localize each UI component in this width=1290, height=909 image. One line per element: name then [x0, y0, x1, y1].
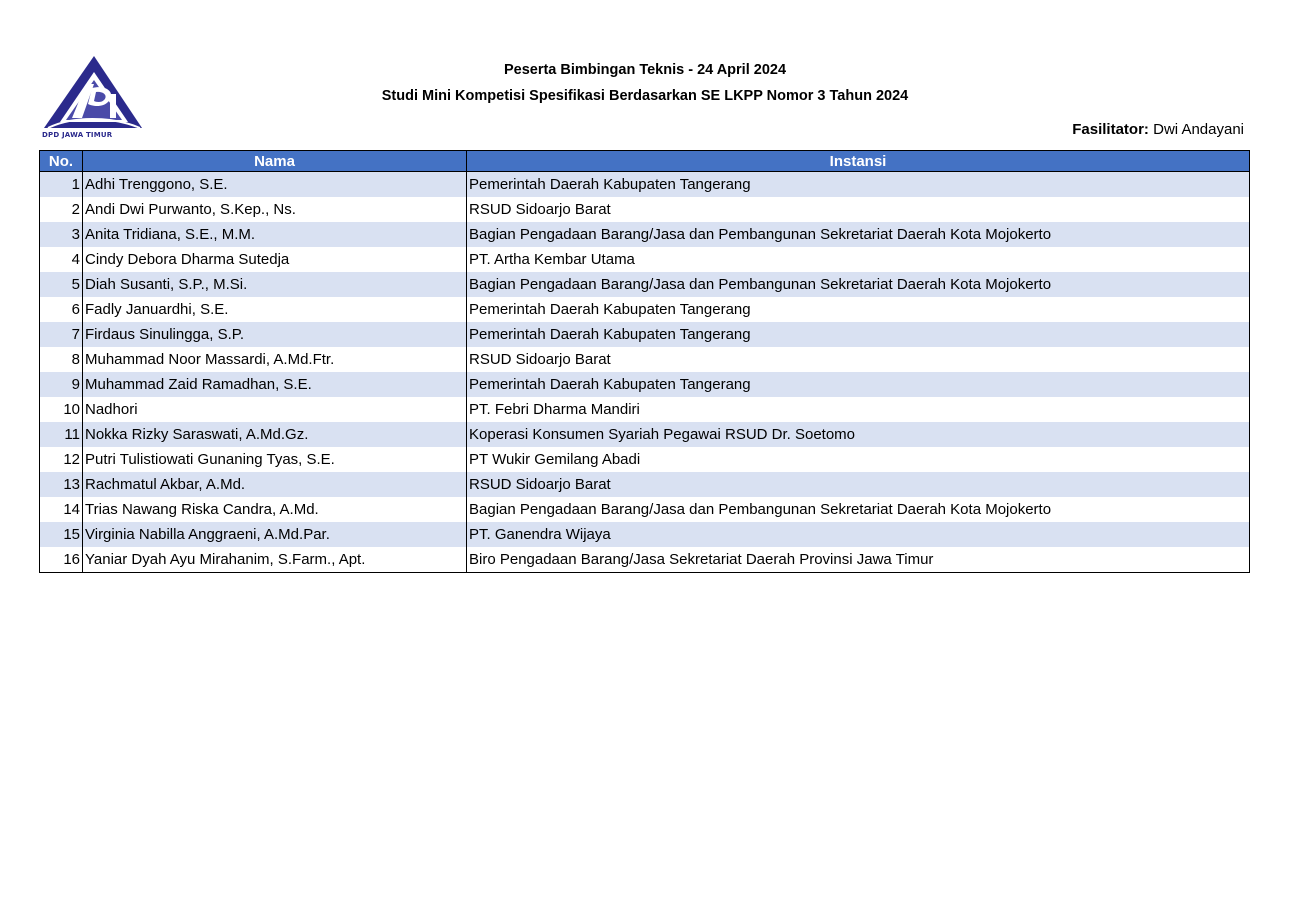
table-row [40, 172, 1250, 198]
table-row [40, 222, 1250, 247]
cell-instansi: Pemerintah Daerah Kabupaten Tangerang [467, 322, 1250, 347]
cell-no: 6 [40, 297, 83, 322]
cell-no: 8 [40, 347, 83, 372]
cell-no: 12 [40, 447, 83, 472]
cell-nama: Virginia Nabilla Anggraeni, A.Md.Par. [83, 522, 467, 547]
table-row [40, 247, 1250, 272]
cell-no: 5 [40, 272, 83, 297]
table-row [40, 472, 1250, 497]
cell-nama: Nokka Rizky Saraswati, A.Md.Gz. [83, 422, 467, 447]
cell-no: 16 [40, 547, 83, 573]
table-row [40, 522, 1250, 547]
cell-no: 7 [40, 322, 83, 347]
table-row [40, 447, 1250, 472]
cell-nama: Putri Tulistiowati Gunaning Tyas, S.E. [83, 447, 467, 472]
table-header-row [40, 151, 1250, 172]
cell-nama: Trias Nawang Riska Candra, A.Md. [83, 497, 467, 522]
cell-instansi: Bagian Pengadaan Barang/Jasa dan Pembangunan Sekretariat Daerah Kota Mojokerto [467, 222, 1250, 247]
cell-nama: Fadly Januardhi, S.E. [83, 297, 467, 322]
table-row [40, 197, 1250, 222]
cell-nama: Anita Tridiana, S.E., M.M. [83, 222, 467, 247]
column-header-nama: Nama [83, 151, 467, 172]
table-row [40, 372, 1250, 397]
logo-caption: DPD JAWA TIMUR [42, 131, 113, 139]
cell-nama: Adhi Trenggono, S.E. [83, 172, 467, 198]
cell-instansi: Bagian Pengadaan Barang/Jasa dan Pembangunan Sekretariat Daerah Kota Mojokerto [467, 497, 1250, 522]
cell-no: 2 [40, 197, 83, 222]
table-row [40, 497, 1250, 522]
table-row [40, 347, 1250, 372]
participants-table [39, 150, 1250, 573]
cell-instansi: Pemerintah Daerah Kabupaten Tangerang [467, 297, 1250, 322]
facilitator-name: Dwi Andayani [1153, 121, 1244, 138]
facilitator [1072, 121, 1244, 139]
cell-instansi: RSUD Sidoarjo Barat [467, 197, 1250, 222]
page-subtitle: Studi Mini Kompetisi Spesifikasi Berdasarkan SE LKPP Nomor 3 Tahun 2024 [381, 88, 909, 104]
cell-instansi: Pemerintah Daerah Kabupaten Tangerang [467, 172, 1250, 198]
cell-instansi: Pemerintah Daerah Kabupaten Tangerang [467, 372, 1250, 397]
cell-instansi: RSUD Sidoarjo Barat [467, 347, 1250, 372]
table-row [40, 397, 1250, 422]
cell-no: 3 [40, 222, 83, 247]
cell-no: 14 [40, 497, 83, 522]
cell-no: 4 [40, 247, 83, 272]
table-row [40, 547, 1250, 573]
cell-nama: Cindy Debora Dharma Sutedja [83, 247, 467, 272]
cell-nama: Muhammad Noor Massardi, A.Md.Ftr. [83, 347, 467, 372]
cell-nama: Rachmatul Akbar, A.Md. [83, 472, 467, 497]
cell-instansi: PT. Artha Kembar Utama [467, 247, 1250, 272]
cell-nama: Yaniar Dyah Ayu Mirahanim, S.Farm., Apt. [83, 547, 467, 573]
column-header-instansi: Instansi [467, 151, 1250, 172]
cell-no: 15 [40, 522, 83, 547]
table-row [40, 322, 1250, 347]
cell-no: 11 [40, 422, 83, 447]
table-row [40, 272, 1250, 297]
cell-no: 13 [40, 472, 83, 497]
cell-instansi: Biro Pengadaan Barang/Jasa Sekretariat Daerah Provinsi Jawa Timur [467, 547, 1250, 573]
cell-nama: Muhammad Zaid Ramadhan, S.E. [83, 372, 467, 397]
facilitator-label: Fasilitator: [1072, 121, 1149, 138]
column-header-no: No. [40, 151, 83, 172]
cell-no: 1 [40, 172, 83, 198]
cell-no: 9 [40, 372, 83, 397]
cell-instansi: RSUD Sidoarjo Barat [467, 472, 1250, 497]
table-row [40, 422, 1250, 447]
cell-instansi: Koperasi Konsumen Syariah Pegawai RSUD Dr. Soetomo [467, 422, 1250, 447]
cell-instansi: PT. Ganendra Wijaya [467, 522, 1250, 547]
cell-instansi: Bagian Pengadaan Barang/Jasa dan Pembangunan Sekretariat Daerah Kota Mojokerto [467, 272, 1250, 297]
cell-instansi: PT. Febri Dharma Mandiri [467, 397, 1250, 422]
cell-no: 10 [40, 397, 83, 422]
cell-nama: Diah Susanti, S.P., M.Si. [83, 272, 467, 297]
cell-nama: Andi Dwi Purwanto, S.Kep., Ns. [83, 197, 467, 222]
cell-nama: Firdaus Sinulingga, S.P. [83, 322, 467, 347]
table-row [40, 297, 1250, 322]
page-title: Peserta Bimbingan Teknis - 24 April 2024 [503, 62, 787, 78]
cell-instansi: PT Wukir Gemilang Abadi [467, 447, 1250, 472]
cell-nama: Nadhori [83, 397, 467, 422]
